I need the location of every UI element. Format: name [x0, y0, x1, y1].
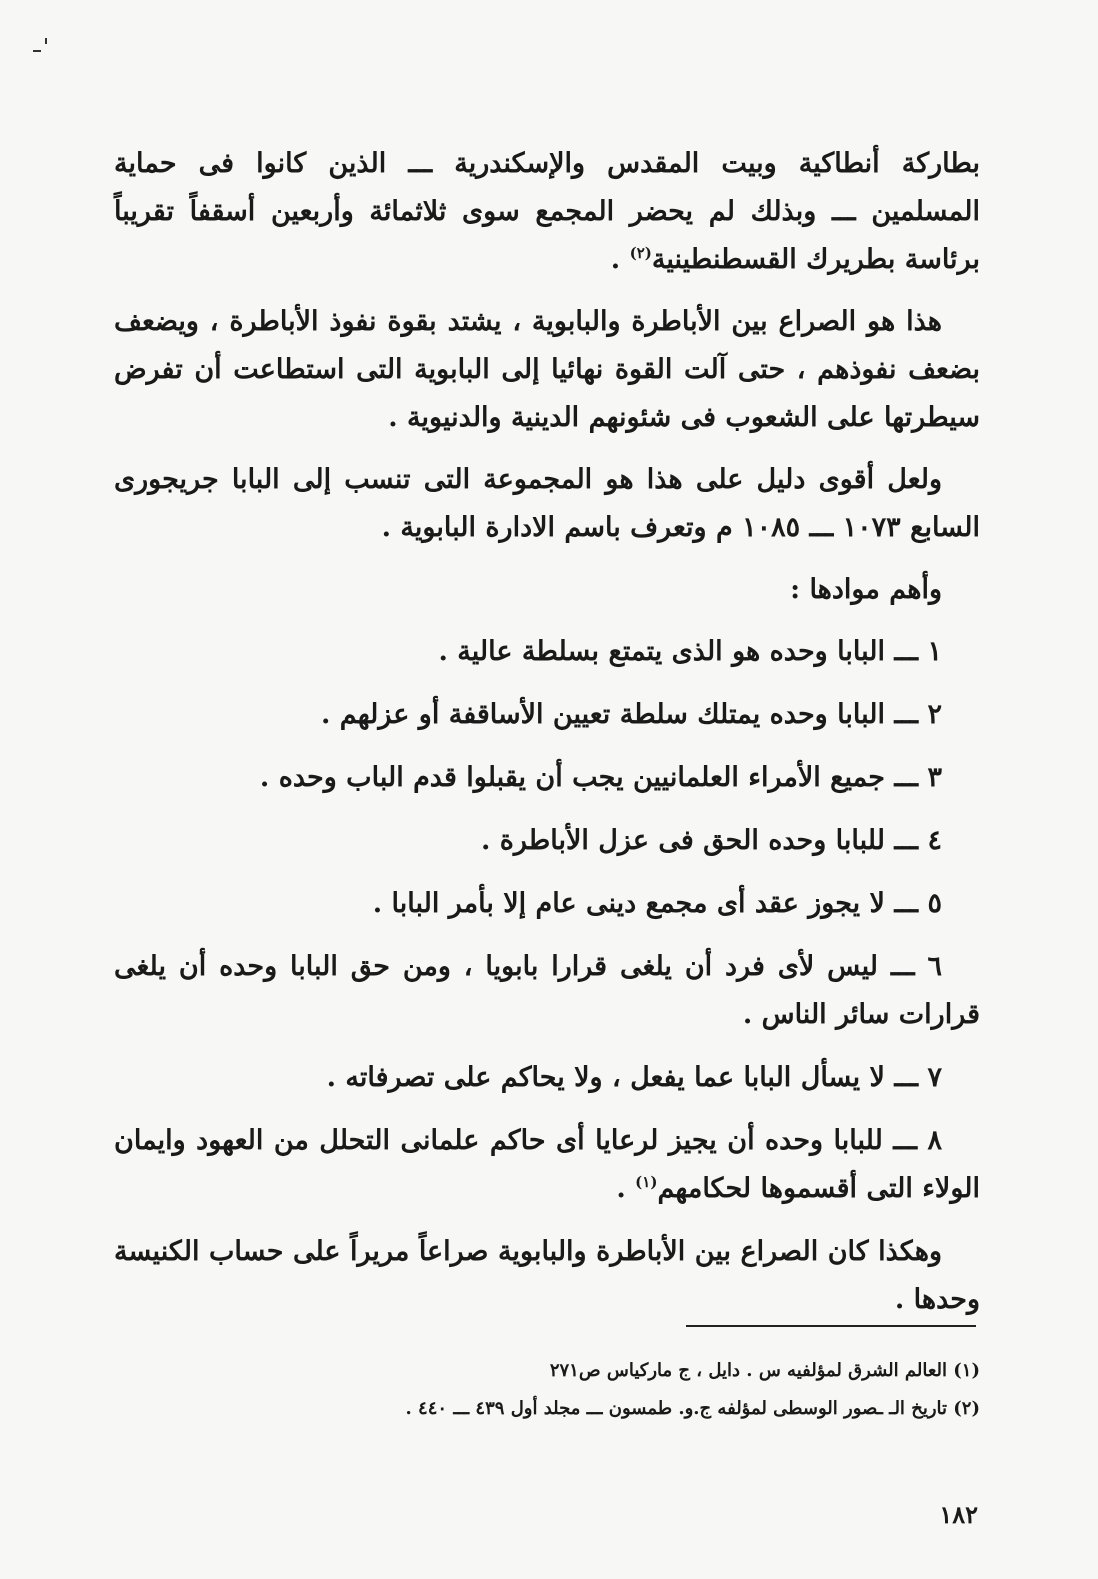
article-item — [114, 628, 980, 676]
article-item — [114, 1117, 980, 1213]
paragraph-closing: وهكذا كان الصراع بين الأباطرة والبابوية صراعاً مريراً على حساب الكنيسة وحدها . — [114, 1236, 980, 1315]
paragraph-gregory: ولعل أقوى دليل على هذا هو المجموعة التى تنسب إلى البابا جريجورى السابع ١٠٧٣ ـــ ١٠٨٥ م وتعرف باسم الادارة البابوية . — [114, 464, 980, 543]
article-text: لا يجوز عقد أى مجمع دينى عام إلا بأمر البابا . — [372, 888, 885, 919]
article-number: ٣ ـــ — [884, 762, 942, 793]
article-text: ليس لأى فرد أن يلغى قرارا بابويا ، ومن حق البابا وحده أن يلغى قرارات سائر الناس . — [114, 951, 980, 1030]
footnote-2: (٢) تاريخ الـ ـصور الوسطى لمؤلفه ج.و. طمسون ـــ مجلد أول ٤٣٩ ـــ ٤٤٠ . — [405, 1398, 980, 1419]
article-text: للبابا وحده أن يجيز لرعايا أى حاكم علمانى التحلل من العهود وايمان الولاء التى أقسموها لحكامهم — [114, 1125, 980, 1204]
footnote-divider — [686, 1325, 976, 1327]
article-number: ٧ ـــ — [884, 1062, 942, 1093]
main-text — [114, 140, 980, 1338]
article-item — [114, 943, 980, 1039]
article-item — [114, 691, 980, 739]
article-number: ٥ ـــ — [884, 888, 942, 919]
article-text: البابا وحده يمتلك سلطة تعيين الأساقفة أو عزلهم . — [320, 699, 885, 730]
article-number: ٢ ـــ — [884, 699, 942, 730]
footnote-1: (١) العالم الشرق لمؤلفيه س . دايل ، ج ماركياس ص٢٧١ — [549, 1360, 980, 1381]
article-number: ٨ ـــ — [882, 1125, 943, 1156]
article-item — [114, 817, 980, 865]
scan-artifact — [33, 50, 41, 52]
paragraph-conflict: هذا هو الصراع بين الأباطرة والبابوية ، يشتد بقوة نفوذ الأباطرة ، ويضعف بضعف نفوذهم ، حتى آلت القوة نهائيا إلى البابوية التى استطاعت أن تفرض سيطرتها على الشعوب فى شئونهم الدينية والدنيوية . — [114, 306, 980, 433]
paragraph-continued — [114, 140, 980, 284]
article-text: للبابا وحده الحق فى عزل الأباطرة . — [480, 825, 885, 856]
footnote-ref-2: (٢) — [629, 244, 652, 262]
article-number: ٦ ـــ — [877, 951, 943, 982]
page-number: ١٨٢ — [939, 1500, 978, 1529]
article-item — [114, 880, 980, 928]
article-item — [114, 1054, 980, 1102]
footnote-ref-1: (١) — [635, 1173, 658, 1191]
paragraph-articles-intro: وأهم موادها : — [790, 574, 942, 605]
article-text: لا يسأل البابا عما يفعل ، ولا يحاكم على تصرفاته . — [326, 1062, 885, 1093]
article-item — [114, 754, 980, 802]
footnotes — [114, 1352, 980, 1428]
paragraph-text: بطاركة أنطاكية وبيت المقدس والإسكندرية ـــ الذين كانوا فى حماية المسلمين ـــ وبذلك لم يحضر المجمع سوى ثلاثمائة وأربعين أسقفاً تقريباً برئاسة بطريرك القسطنطينية — [114, 148, 980, 275]
article-text: البابا وحده هو الذى يتمتع بسلطة عالية . — [438, 636, 885, 667]
paragraph-end: . — [610, 244, 630, 275]
article-number: ٤ ـــ — [884, 825, 942, 856]
article-end: . — [616, 1173, 636, 1204]
article-text: جميع الأمراء العلمانيين يجب أن يقبلوا قدم الباب وحده . — [259, 762, 885, 793]
scan-artifact — [45, 38, 47, 44]
article-number: ١ ـــ — [884, 636, 942, 667]
